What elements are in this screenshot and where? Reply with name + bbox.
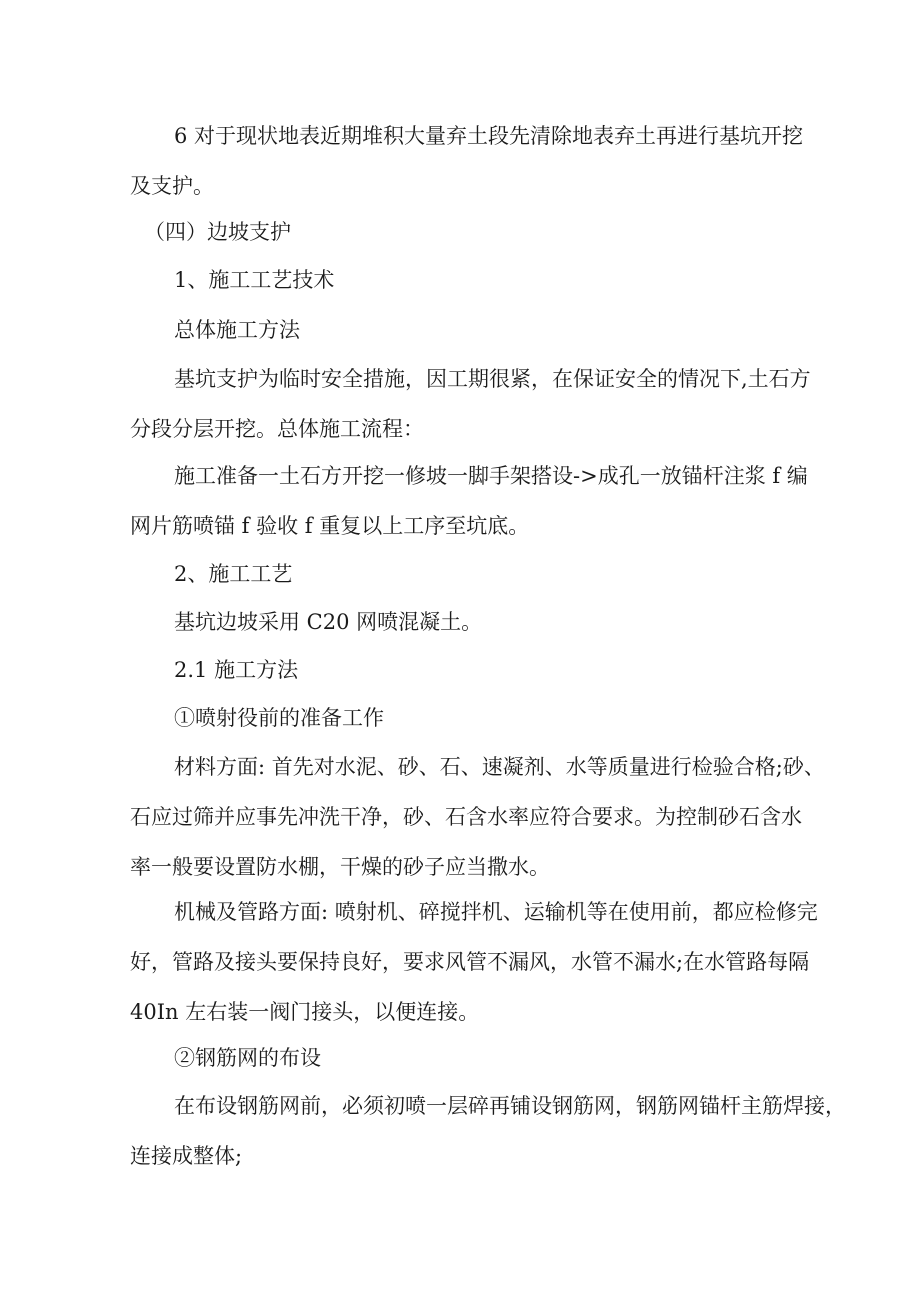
subheading-overall-method (130, 320, 800, 341)
paragraph-item-6-clearing (130, 124, 804, 198)
paragraph-line: 施工准备一土石方开挖一修坡一脚手架搭设->成孔一放锚杆注浆 f 编 (174, 464, 808, 488)
subheading-2-1-method (130, 660, 800, 681)
subheading-construction-process (130, 564, 800, 585)
heading-line: 1、施工工艺技术 (174, 268, 335, 292)
paragraph-line: 基坑支护为临时安全措施，因工期很紧，在保证安全的情况下,土石方 (174, 367, 811, 391)
paragraph-c20-shotcrete (130, 612, 800, 633)
paragraph-line: 及支护。 (130, 174, 214, 198)
paragraph-line: 石应过筛并应事先冲洗干净，砂、石含水率应符合要求。为控制砂石含水 (130, 805, 802, 829)
subheading-construction-technology (130, 270, 800, 291)
paragraph-line: 机械及管路方面: 喷射机、碎搅拌机、运输机等在使用前，都应检修完 (174, 900, 818, 924)
heading-line: ②钢筋网的布设 (174, 1046, 321, 1070)
paragraph-line: 连接成整体; (130, 1144, 243, 1168)
paragraph-line: 分段分层开挖。总体施工流程： (130, 417, 424, 441)
paragraph-line: 6 对于现状地表近期堆积大量弃土段先清除地表弃土再进行基坑开挖 (174, 124, 804, 148)
paragraph-rebar-mesh-laying (130, 1094, 846, 1168)
paragraph-line: 基坑边坡采用 C20 网喷混凝土。 (174, 610, 483, 634)
paragraph-line: 好，管路及接头要保持良好，要求风管不漏风，水管不漏水;在水管路每隔 (130, 950, 810, 974)
heading-line: （四）边坡支护 (144, 220, 291, 244)
heading-line: 2.1 施工方法 (174, 658, 299, 682)
paragraph-materials (130, 755, 825, 879)
paragraph-line: 网片筋喷锚 f 验收 f 重复以上工序至坑底。 (130, 514, 530, 538)
paragraph-machinery-pipes (130, 900, 818, 1024)
paragraph-support-measures (130, 367, 811, 441)
paragraph-line: 率一般要设置防水棚，干燥的砂子应当撒水。 (130, 855, 550, 879)
paragraph-line: 材料方面: 首先对水泥、砂、石、速凝剂、水等质量进行检验合格;砂、 (174, 755, 825, 779)
heading-line: 总体施工方法 (174, 318, 300, 342)
subheading-spray-preparation (130, 708, 800, 729)
heading-line: 2、施工工艺 (174, 562, 293, 586)
paragraph-process-flow (130, 464, 808, 538)
paragraph-line: 在布设钢筋网前，必须初喷一层碎再铺设钢筋网，钢筋网锚杆主筋焊接， (174, 1094, 846, 1118)
heading-line: ①喷射役前的准备工作 (174, 706, 384, 730)
subheading-rebar-mesh (130, 1048, 800, 1069)
paragraph-line: 40In 左右装一阀门接头，以便连接。 (130, 1000, 480, 1024)
section-heading-slope-support (130, 222, 800, 243)
